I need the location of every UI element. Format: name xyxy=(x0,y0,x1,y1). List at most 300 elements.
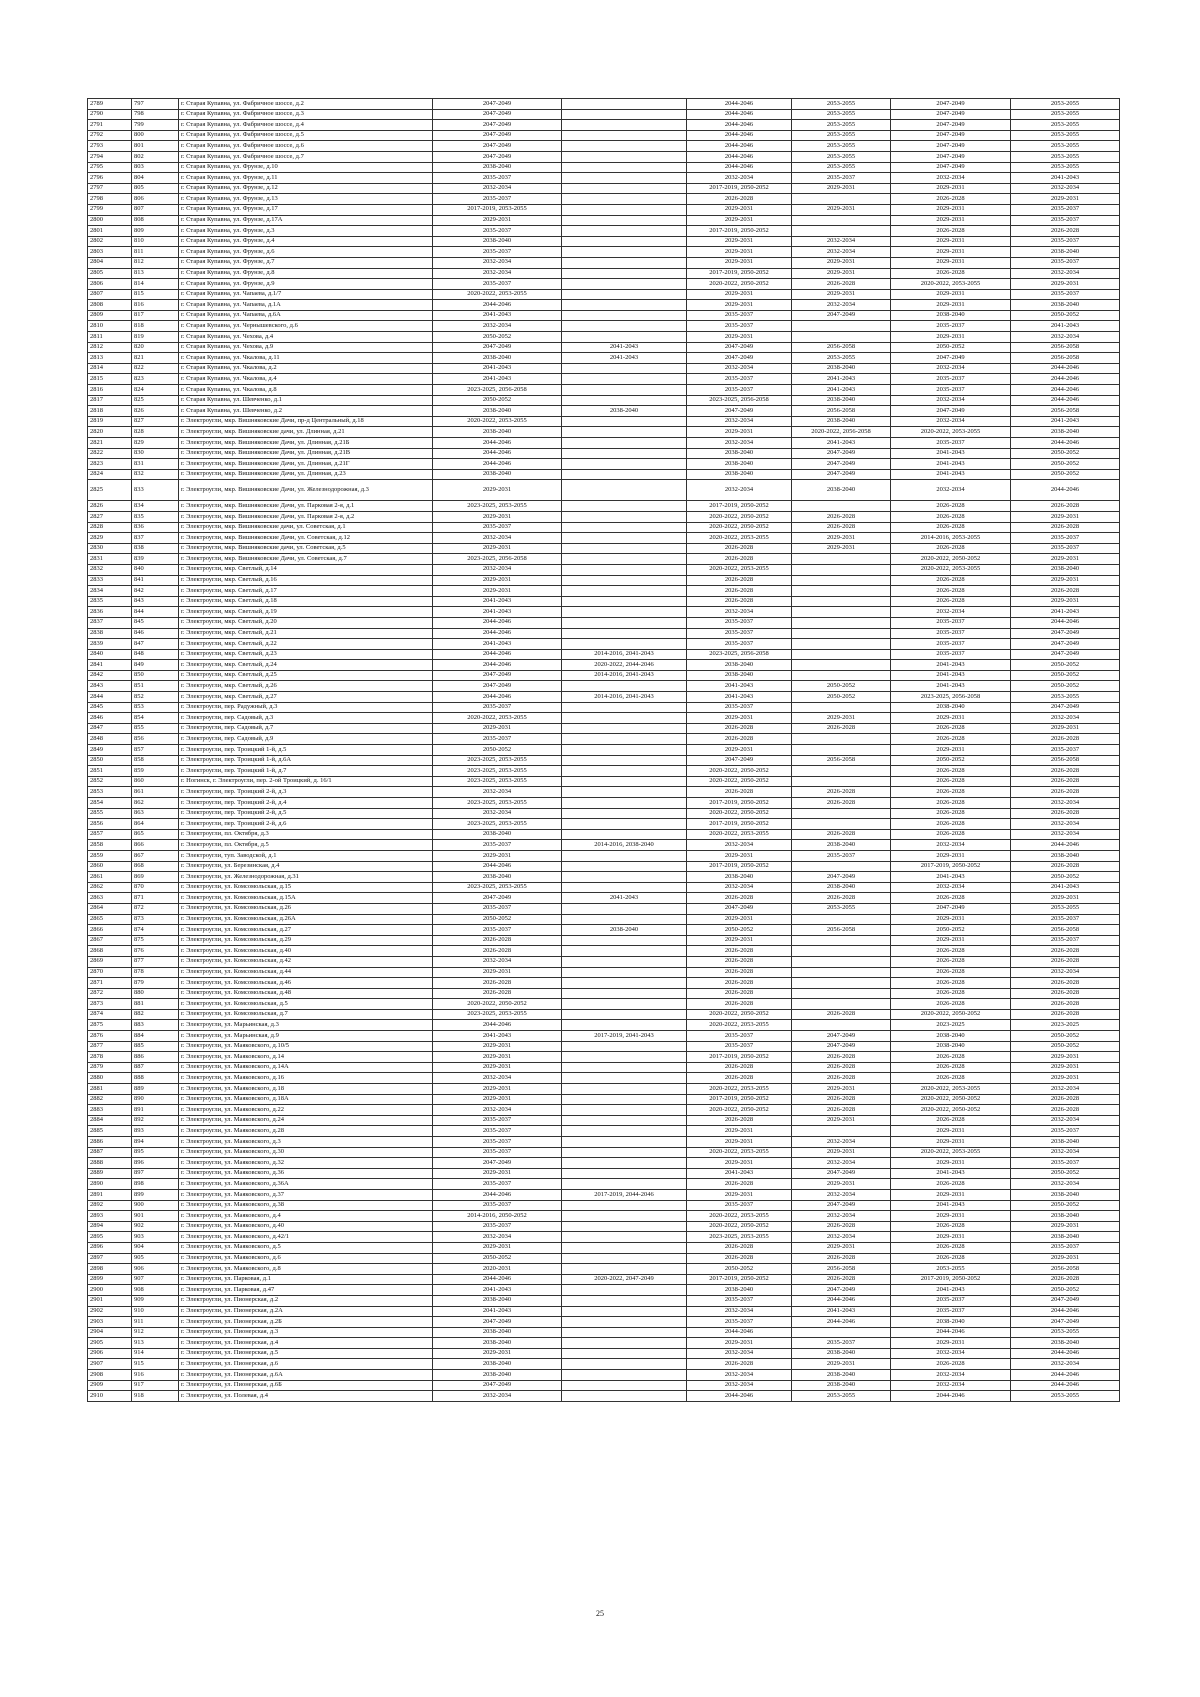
period-1-cell: 2029-2031 xyxy=(433,1084,562,1095)
period-5-cell: 2035-2037 xyxy=(891,385,1011,396)
object-id-cell: 848 xyxy=(132,649,179,660)
object-id-cell: 893 xyxy=(132,1126,179,1137)
period-3-cell: 2026-2028 xyxy=(687,1115,792,1126)
row-number-cell: 2822 xyxy=(88,448,132,459)
period-4-cell: 2029-2031 xyxy=(792,1359,891,1370)
object-id-cell: 839 xyxy=(132,554,179,565)
period-3-cell: 2029-2031 xyxy=(687,236,792,247)
period-6-cell: 2044-2046 xyxy=(1011,1306,1120,1317)
table-row xyxy=(88,713,1120,724)
period-4-cell: 2032-2034 xyxy=(792,1211,891,1222)
period-5-cell: 2029-2031 xyxy=(891,247,1011,258)
table-row xyxy=(88,702,1120,713)
period-6-cell: 2041-2043 xyxy=(1011,416,1120,427)
period-4-cell: 2047-2049 xyxy=(792,469,891,480)
period-3-cell: 2032-2034 xyxy=(687,416,792,427)
period-2-cell xyxy=(562,1200,687,1211)
period-3-cell: 2035-2037 xyxy=(687,374,792,385)
period-6-cell: 2047-2049 xyxy=(1011,702,1120,713)
period-6-cell: 2032-2034 xyxy=(1011,183,1120,194)
period-1-cell: 2014-2016, 2050-2052 xyxy=(433,1211,562,1222)
row-number-cell: 2814 xyxy=(88,363,132,374)
period-2-cell xyxy=(562,734,687,745)
period-5-cell: 2017-2019, 2050-2052 xyxy=(891,861,1011,872)
period-2-cell xyxy=(562,914,687,925)
table-row xyxy=(88,872,1120,883)
period-5-cell: 2032-2034 xyxy=(891,840,1011,851)
period-2-cell xyxy=(562,511,687,522)
period-5-cell: 2029-2031 xyxy=(891,935,1011,946)
period-4-cell xyxy=(792,194,891,205)
table-row xyxy=(88,978,1120,989)
period-2-cell xyxy=(562,702,687,713)
period-6-cell: 2038-2040 xyxy=(1011,1211,1120,1222)
period-4-cell xyxy=(792,501,891,512)
period-5-cell: 2029-2031 xyxy=(891,850,1011,861)
period-6-cell: 2053-2055 xyxy=(1011,692,1120,703)
table-row xyxy=(88,151,1120,162)
period-6-cell: 2053-2055 xyxy=(1011,99,1120,110)
period-6-cell: 2050-2052 xyxy=(1011,1168,1120,1179)
period-1-cell: 2047-2049 xyxy=(433,109,562,120)
period-6-cell: 2044-2046 xyxy=(1011,374,1120,385)
address-cell: г. Электроугли, ул. Марьинская, д.9 xyxy=(179,1031,433,1042)
period-6-cell: 2026-2028 xyxy=(1011,956,1120,967)
period-4-cell: 2029-2031 xyxy=(792,1242,891,1253)
period-5-cell: 2032-2034 xyxy=(891,882,1011,893)
row-number-cell: 2789 xyxy=(88,99,132,110)
period-2-cell xyxy=(562,268,687,279)
address-cell: г. Электроугли, ул. Пионерская, д.5 xyxy=(179,1348,433,1359)
object-id-cell: 905 xyxy=(132,1253,179,1264)
period-6-cell: 2050-2052 xyxy=(1011,448,1120,459)
period-5-cell: 2035-2037 xyxy=(891,321,1011,332)
address-cell: г. Электроугли, ул. Комсомольская, д.40 xyxy=(179,946,433,957)
object-id-cell: 813 xyxy=(132,268,179,279)
period-1-cell: 2047-2049 xyxy=(433,1317,562,1328)
period-5-cell: 2032-2034 xyxy=(891,395,1011,406)
object-id-cell: 804 xyxy=(132,173,179,184)
period-2-cell xyxy=(562,257,687,268)
period-4-cell: 2053-2055 xyxy=(792,1391,891,1402)
period-4-cell xyxy=(792,808,891,819)
period-5-cell: 2014-2016, 2053-2055 xyxy=(891,533,1011,544)
table-row xyxy=(88,501,1120,512)
period-5-cell: 2032-2034 xyxy=(891,1380,1011,1391)
object-id-cell: 835 xyxy=(132,511,179,522)
period-1-cell: 2038-2040 xyxy=(433,1295,562,1306)
period-4-cell: 2053-2055 xyxy=(792,903,891,914)
period-1-cell: 2020-2022, 2053-2055 xyxy=(433,416,562,427)
period-1-cell: 2038-2040 xyxy=(433,1338,562,1349)
row-number-cell: 2856 xyxy=(88,819,132,830)
period-2-cell: 2017-2019, 2041-2043 xyxy=(562,1031,687,1042)
period-4-cell: 2032-2034 xyxy=(792,1137,891,1148)
period-4-cell xyxy=(792,776,891,787)
object-id-cell: 822 xyxy=(132,363,179,374)
address-cell: г. Электроугли, ул. Пионерская, д.2А xyxy=(179,1306,433,1317)
period-1-cell: 2050-2052 xyxy=(433,395,562,406)
period-4-cell: 2038-2040 xyxy=(792,395,891,406)
period-6-cell: 2035-2037 xyxy=(1011,543,1120,554)
address-cell: г. Электроугли, ул. Маяковского, д.14 xyxy=(179,1052,433,1063)
period-2-cell: 2017-2019, 2044-2046 xyxy=(562,1189,687,1200)
period-5-cell: 2044-2046 xyxy=(891,1391,1011,1402)
period-2-cell xyxy=(562,1137,687,1148)
period-3-cell: 2026-2028 xyxy=(687,194,792,205)
period-3-cell: 2035-2037 xyxy=(687,702,792,713)
row-number-cell: 2828 xyxy=(88,522,132,533)
object-id-cell: 878 xyxy=(132,967,179,978)
address-cell: г. Электроугли, пер. Троицкий 1-й, д.7 xyxy=(179,766,433,777)
period-2-cell xyxy=(562,332,687,343)
period-3-cell: 2020-2022, 2053-2055 xyxy=(687,1084,792,1095)
period-6-cell: 2026-2028 xyxy=(1011,776,1120,787)
row-number-cell: 2867 xyxy=(88,935,132,946)
object-id-cell: 861 xyxy=(132,787,179,798)
object-id-cell: 915 xyxy=(132,1359,179,1370)
period-2-cell xyxy=(562,120,687,131)
period-3-cell: 2026-2028 xyxy=(687,575,792,586)
period-6-cell: 2026-2028 xyxy=(1011,978,1120,989)
table-row xyxy=(88,1380,1120,1391)
object-id-cell: 833 xyxy=(132,480,179,501)
period-3-cell: 2017-2019, 2050-2052 xyxy=(687,819,792,830)
table-row xyxy=(88,1232,1120,1243)
period-5-cell: 2029-2031 xyxy=(891,204,1011,215)
object-id-cell: 885 xyxy=(132,1041,179,1052)
object-id-cell: 849 xyxy=(132,660,179,671)
table-row xyxy=(88,628,1120,639)
period-3-cell: 2026-2028 xyxy=(687,1253,792,1264)
period-2-cell xyxy=(562,1179,687,1190)
object-id-cell: 823 xyxy=(132,374,179,385)
period-5-cell: 2050-2052 xyxy=(891,342,1011,353)
address-cell: г. Электроугли, ул. Комсомольская, д.15 xyxy=(179,882,433,893)
address-cell: г. Старая Купавна, ул. Чапаева, д.1А xyxy=(179,300,433,311)
row-number-cell: 2861 xyxy=(88,872,132,883)
period-3-cell: 2020-2022, 2050-2052 xyxy=(687,1221,792,1232)
period-1-cell: 2026-2028 xyxy=(433,978,562,989)
row-number-cell: 2858 xyxy=(88,840,132,851)
period-4-cell xyxy=(792,596,891,607)
period-5-cell: 2047-2049 xyxy=(891,406,1011,417)
object-id-cell: 894 xyxy=(132,1137,179,1148)
period-2-cell xyxy=(562,279,687,290)
period-1-cell: 2035-2037 xyxy=(433,903,562,914)
row-number-cell: 2792 xyxy=(88,130,132,141)
period-6-cell: 2044-2046 xyxy=(1011,363,1120,374)
period-1-cell: 2044-2046 xyxy=(433,1274,562,1285)
table-row xyxy=(88,1221,1120,1232)
object-id-cell: 874 xyxy=(132,925,179,936)
period-2-cell xyxy=(562,617,687,628)
object-id-cell: 872 xyxy=(132,903,179,914)
object-id-cell: 871 xyxy=(132,893,179,904)
object-id-cell: 858 xyxy=(132,755,179,766)
address-cell: г. Электроугли, ул. Маяковского, д.28 xyxy=(179,1126,433,1137)
period-3-cell: 2026-2028 xyxy=(687,978,792,989)
period-2-cell xyxy=(562,1062,687,1073)
period-6-cell: 2053-2055 xyxy=(1011,141,1120,152)
period-6-cell: 2026-2028 xyxy=(1011,946,1120,957)
period-2-cell xyxy=(562,956,687,967)
period-1-cell: 2041-2043 xyxy=(433,596,562,607)
address-cell: г. Электроугли, ул. Комсомольская, д.15А xyxy=(179,893,433,904)
period-2-cell xyxy=(562,681,687,692)
period-4-cell: 2038-2040 xyxy=(792,1370,891,1381)
object-id-cell: 904 xyxy=(132,1242,179,1253)
period-3-cell: 2023-2025, 2056-2058 xyxy=(687,395,792,406)
period-2-cell xyxy=(562,872,687,883)
period-4-cell: 2053-2055 xyxy=(792,162,891,173)
period-2-cell xyxy=(562,798,687,809)
row-number-cell: 2823 xyxy=(88,459,132,470)
period-4-cell: 2047-2049 xyxy=(792,1200,891,1211)
object-id-cell: 821 xyxy=(132,353,179,364)
row-number-cell: 2821 xyxy=(88,438,132,449)
period-5-cell: 2020-2022, 2050-2052 xyxy=(891,554,1011,565)
table-row xyxy=(88,194,1120,205)
row-number-cell: 2904 xyxy=(88,1327,132,1338)
period-3-cell: 2017-2019, 2050-2052 xyxy=(687,226,792,237)
object-id-cell: 847 xyxy=(132,639,179,650)
period-4-cell xyxy=(792,321,891,332)
address-cell: г. Старая Купавна, ул. Чехова, д.9 xyxy=(179,342,433,353)
period-1-cell: 2029-2031 xyxy=(433,1348,562,1359)
period-5-cell: 2026-2028 xyxy=(891,999,1011,1010)
object-id-cell: 906 xyxy=(132,1264,179,1275)
period-3-cell: 2047-2049 xyxy=(687,406,792,417)
address-cell: г. Старая Купавна, ул. Фрунзе, д.17 xyxy=(179,204,433,215)
period-2-cell xyxy=(562,1084,687,1095)
period-4-cell: 2053-2055 xyxy=(792,120,891,131)
table-row xyxy=(88,1200,1120,1211)
period-6-cell: 2026-2028 xyxy=(1011,522,1120,533)
period-2-cell xyxy=(562,1306,687,1317)
address-cell: г. Электроугли, ул. Березинская, д.4 xyxy=(179,861,433,872)
address-cell: г. Электроугли, ул. Маяковского, д.37 xyxy=(179,1189,433,1200)
table-row xyxy=(88,1073,1120,1084)
period-1-cell: 2044-2046 xyxy=(433,861,562,872)
address-cell: г. Старая Купавна, ул. Фрунзе, д.9 xyxy=(179,279,433,290)
address-cell: г. Электроугли, пер. Садовый, д.3 xyxy=(179,713,433,724)
object-id-cell: 883 xyxy=(132,1020,179,1031)
period-6-cell: 2053-2055 xyxy=(1011,130,1120,141)
period-2-cell xyxy=(562,861,687,872)
table-row xyxy=(88,459,1120,470)
period-3-cell: 2035-2037 xyxy=(687,1295,792,1306)
period-4-cell: 2029-2031 xyxy=(792,533,891,544)
period-4-cell xyxy=(792,935,891,946)
period-6-cell: 2026-2028 xyxy=(1011,226,1120,237)
period-5-cell: 2026-2028 xyxy=(891,787,1011,798)
period-4-cell: 2029-2031 xyxy=(792,257,891,268)
period-4-cell: 2032-2034 xyxy=(792,1189,891,1200)
table-row xyxy=(88,798,1120,809)
period-2-cell xyxy=(562,596,687,607)
period-2-cell xyxy=(562,1391,687,1402)
period-1-cell: 2032-2034 xyxy=(433,1105,562,1116)
period-5-cell: 2026-2028 xyxy=(891,586,1011,597)
period-5-cell: 2035-2037 xyxy=(891,617,1011,628)
period-5-cell: 2026-2028 xyxy=(891,808,1011,819)
object-id-cell: 838 xyxy=(132,543,179,554)
period-5-cell: 2020-2022, 2053-2055 xyxy=(891,564,1011,575)
period-4-cell: 2041-2043 xyxy=(792,385,891,396)
row-number-cell: 2907 xyxy=(88,1359,132,1370)
period-1-cell: 2029-2031 xyxy=(433,511,562,522)
period-6-cell: 2035-2037 xyxy=(1011,236,1120,247)
period-6-cell: 2029-2031 xyxy=(1011,1062,1120,1073)
period-1-cell: 2017-2019, 2053-2055 xyxy=(433,204,562,215)
address-cell: г. Электроугли, ул. Марьинская, д.3 xyxy=(179,1020,433,1031)
table-row xyxy=(88,533,1120,544)
period-2-cell xyxy=(562,459,687,470)
row-number-cell: 2893 xyxy=(88,1211,132,1222)
address-cell: г. Старая Купавна, ул. Фабричное шоссе, д.4 xyxy=(179,120,433,131)
period-4-cell xyxy=(792,819,891,830)
period-6-cell: 2029-2031 xyxy=(1011,1221,1120,1232)
table-row xyxy=(88,522,1120,533)
object-id-cell: 845 xyxy=(132,617,179,628)
address-cell: г. Электроугли, мкр. Вишняковские Дачи, пр-д Центральный, д.18 xyxy=(179,416,433,427)
period-6-cell: 2050-2052 xyxy=(1011,1200,1120,1211)
period-4-cell: 2026-2028 xyxy=(792,1094,891,1105)
table-row xyxy=(88,120,1120,131)
address-cell: г. Старая Купавна, ул. Фабричное шоссе, д.2 xyxy=(179,99,433,110)
period-2-cell xyxy=(562,236,687,247)
table-body xyxy=(88,99,1120,1402)
period-6-cell: 2026-2028 xyxy=(1011,1009,1120,1020)
object-id-cell: 880 xyxy=(132,988,179,999)
object-id-cell: 917 xyxy=(132,1380,179,1391)
address-cell: г. Старая Купавна, ул. Фабричное шоссе, д.7 xyxy=(179,151,433,162)
period-6-cell: 2026-2028 xyxy=(1011,1094,1120,1105)
period-4-cell: 2032-2034 xyxy=(792,1158,891,1169)
address-cell: г. Электроугли, мкр. Светлый, д.17 xyxy=(179,586,433,597)
period-1-cell: 2047-2049 xyxy=(433,670,562,681)
period-3-cell: 2026-2028 xyxy=(687,586,792,597)
period-1-cell: 2020-2022, 2050-2052 xyxy=(433,999,562,1010)
period-2-cell xyxy=(562,1041,687,1052)
table-row xyxy=(88,1009,1120,1020)
object-id-cell: 808 xyxy=(132,215,179,226)
row-number-cell: 2796 xyxy=(88,173,132,184)
object-id-cell: 801 xyxy=(132,141,179,152)
row-number-cell: 2806 xyxy=(88,279,132,290)
row-number-cell: 2888 xyxy=(88,1158,132,1169)
period-3-cell: 2038-2040 xyxy=(687,469,792,480)
period-4-cell xyxy=(792,988,891,999)
object-id-cell: 890 xyxy=(132,1094,179,1105)
period-1-cell: 2026-2028 xyxy=(433,988,562,999)
period-6-cell: 2050-2052 xyxy=(1011,1031,1120,1042)
period-2-cell xyxy=(562,554,687,565)
table-row xyxy=(88,1158,1120,1169)
period-6-cell: 2044-2046 xyxy=(1011,395,1120,406)
address-cell: г. Электроугли, пер. Троицкий 1-й, д.5 xyxy=(179,745,433,756)
table-row xyxy=(88,829,1120,840)
period-2-cell xyxy=(562,1348,687,1359)
address-cell: г. Электроугли, пер. Троицкий 2-й, д.3 xyxy=(179,787,433,798)
period-3-cell: 2029-2031 xyxy=(687,257,792,268)
row-number-cell: 2809 xyxy=(88,310,132,321)
period-4-cell xyxy=(792,215,891,226)
period-4-cell: 2038-2040 xyxy=(792,480,891,501)
period-5-cell: 2026-2028 xyxy=(891,194,1011,205)
period-5-cell: 2041-2043 xyxy=(891,1200,1011,1211)
object-id-cell: 819 xyxy=(132,332,179,343)
table-row xyxy=(88,1041,1120,1052)
period-2-cell xyxy=(562,776,687,787)
period-2-cell xyxy=(562,999,687,1010)
table-row xyxy=(88,808,1120,819)
table-row xyxy=(88,1137,1120,1148)
period-1-cell: 2023-2025, 2056-2058 xyxy=(433,385,562,396)
period-6-cell: 2050-2052 xyxy=(1011,660,1120,671)
period-5-cell: 2047-2049 xyxy=(891,353,1011,364)
period-5-cell: 2047-2049 xyxy=(891,109,1011,120)
row-number-cell: 2905 xyxy=(88,1338,132,1349)
period-6-cell: 2038-2040 xyxy=(1011,1232,1120,1243)
period-1-cell: 2047-2049 xyxy=(433,120,562,131)
object-id-cell: 897 xyxy=(132,1168,179,1179)
object-id-cell: 876 xyxy=(132,946,179,957)
object-id-cell: 886 xyxy=(132,1052,179,1063)
period-6-cell: 2032-2034 xyxy=(1011,1147,1120,1158)
period-3-cell: 2020-2022, 2050-2052 xyxy=(687,776,792,787)
period-1-cell: 2038-2040 xyxy=(433,829,562,840)
period-6-cell: 2044-2046 xyxy=(1011,617,1120,628)
object-id-cell: 912 xyxy=(132,1327,179,1338)
period-3-cell: 2026-2028 xyxy=(687,1073,792,1084)
table-row xyxy=(88,353,1120,364)
period-4-cell: 2047-2049 xyxy=(792,872,891,883)
period-3-cell: 2017-2019, 2050-2052 xyxy=(687,861,792,872)
address-cell: г. Электроугли, мкр. Вишняковские Дачи, ул. Длинная, д.21Г xyxy=(179,459,433,470)
period-4-cell: 2032-2034 xyxy=(792,300,891,311)
address-cell: г. Старая Купавна, ул. Чернышевского, д.6 xyxy=(179,321,433,332)
period-4-cell: 2050-2052 xyxy=(792,681,891,692)
row-number-cell: 2901 xyxy=(88,1295,132,1306)
period-4-cell: 2038-2040 xyxy=(792,416,891,427)
table-row xyxy=(88,1168,1120,1179)
object-id-cell: 868 xyxy=(132,861,179,872)
period-3-cell: 2026-2028 xyxy=(687,723,792,734)
period-2-cell: 2014-2016, 2041-2043 xyxy=(562,692,687,703)
address-cell: г. Электроугли, мкр. Светлый, д.23 xyxy=(179,649,433,660)
address-cell: г. Электроугли, мкр. Светлый, д.20 xyxy=(179,617,433,628)
period-5-cell: 2032-2034 xyxy=(891,1348,1011,1359)
schedule-table xyxy=(87,98,1120,1402)
period-6-cell: 2029-2031 xyxy=(1011,1052,1120,1063)
period-2-cell xyxy=(562,374,687,385)
table-row xyxy=(88,882,1120,893)
period-4-cell: 2038-2040 xyxy=(792,363,891,374)
period-1-cell: 2035-2037 xyxy=(433,840,562,851)
object-id-cell: 811 xyxy=(132,247,179,258)
period-1-cell: 2032-2034 xyxy=(433,1391,562,1402)
period-2-cell xyxy=(562,204,687,215)
period-3-cell: 2026-2028 xyxy=(687,999,792,1010)
period-1-cell: 2035-2037 xyxy=(433,1221,562,1232)
period-6-cell: 2053-2055 xyxy=(1011,151,1120,162)
table-row xyxy=(88,787,1120,798)
period-1-cell: 2032-2034 xyxy=(433,268,562,279)
period-3-cell: 2026-2028 xyxy=(687,893,792,904)
object-id-cell: 860 xyxy=(132,776,179,787)
